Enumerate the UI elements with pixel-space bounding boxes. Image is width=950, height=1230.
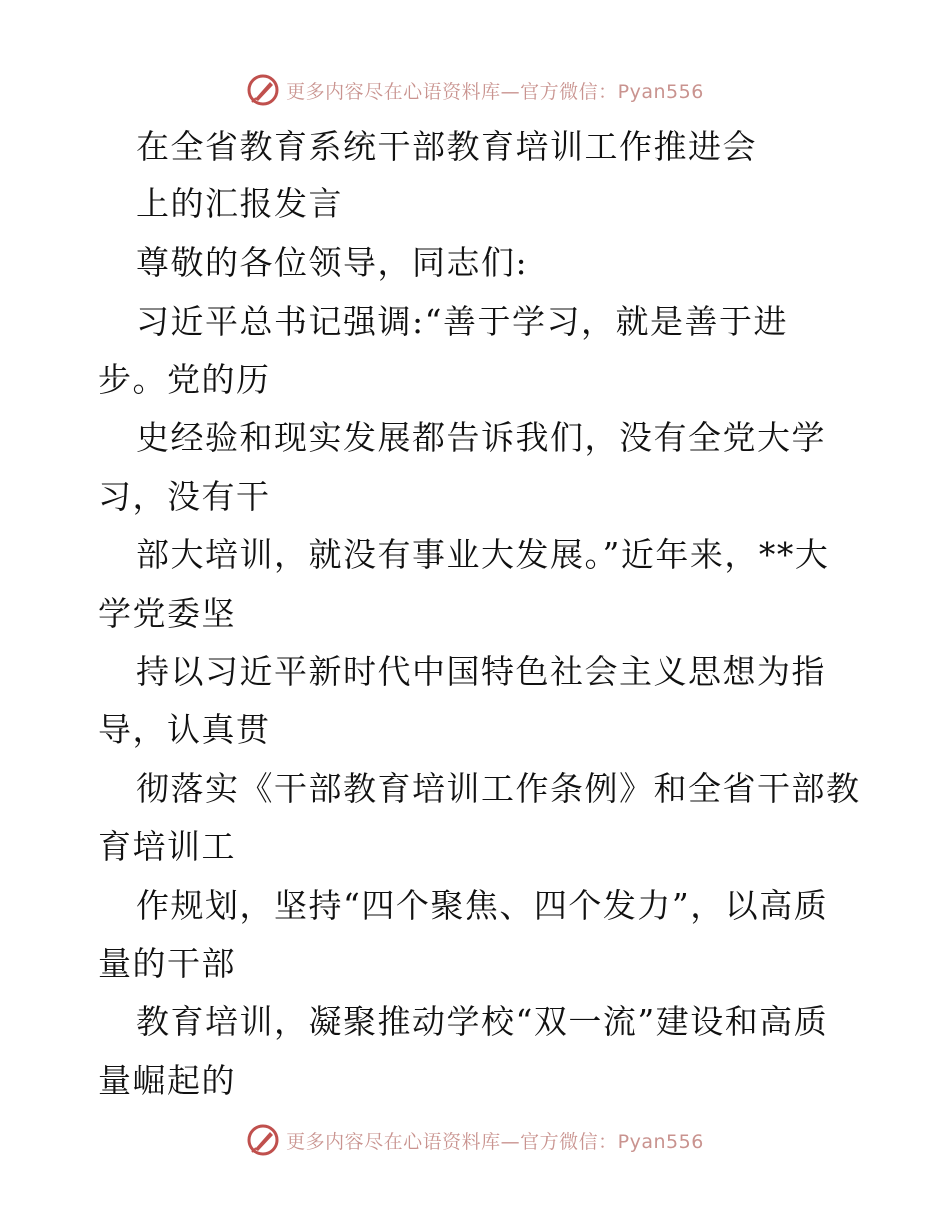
footer-watermark <box>0 1120 950 1160</box>
title-line-1: 在全省教育系统干部教育培训工作推进会 <box>136 127 757 166</box>
text-line: 量崛起的 <box>98 1061 236 1100</box>
header-watermark <box>0 70 950 110</box>
watermark-text: 更多内容尽在心语资料库—官方微信：Pyan556 <box>286 1130 704 1153</box>
text-line: 部大培训，就没有事业大发展。”近年来，**大 <box>136 535 830 574</box>
text-line: 持以习近平新时代中国特色社会主义思想为指 <box>136 652 826 691</box>
text-line: 量的干部 <box>98 944 236 983</box>
text-line: 习近平总书记强调:“善于学习，就是善于进 <box>136 302 788 341</box>
title-line-2: 上的汇报发言 <box>136 184 343 223</box>
text-line: 史经验和现实发展都告诉我们，没有全党大学 <box>136 418 826 457</box>
quill-logo-icon <box>246 1123 280 1157</box>
salutation: 尊敬的各位领导，同志们: <box>136 243 529 282</box>
text-line: 导，认真贯 <box>98 710 271 749</box>
text-line: 作规划，坚持“四个聚焦、四个发力”，以高质 <box>136 886 829 925</box>
quill-logo-icon <box>246 73 280 107</box>
text-line: 步。党的历 <box>98 360 271 399</box>
text-line: 教育培训，凝聚推动学校“双一流”建设和高质 <box>136 1002 829 1041</box>
text-line: 学党委坚 <box>98 594 236 633</box>
text-line: 育培训工 <box>98 827 236 866</box>
text-line: 彻落实《干部教育培训工作条例》和全省干部教 <box>136 769 861 808</box>
watermark-text: 更多内容尽在心语资料库—官方微信：Pyan556 <box>286 80 704 103</box>
text-line: 习，没有干 <box>98 477 271 516</box>
